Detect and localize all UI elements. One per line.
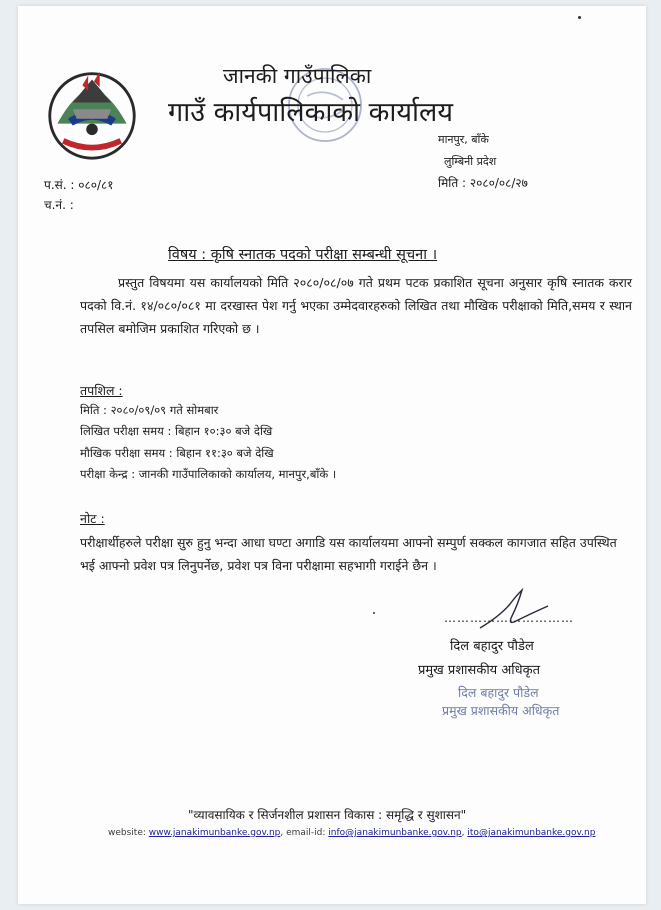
nepal-emblem-logo [44, 66, 140, 162]
signatory-name: दिल बहादुर पौडेल [450, 639, 534, 654]
details-heading: तपशिल : [80, 383, 123, 398]
body-paragraph: प्रस्तुत विषयमा यस कार्यालयको मिति २०८०/०८/०७ गते प्रथम पटक प्रकाशित सूचना अनुसार कृषि स्नातक करार पदको वि.नं. १४/०८०/०८१ मा दरखास्त पेश गर्नु भएका उम्मेदवारहरुको लिखित तथा मौखिक परीक्षाको मिति,समय र स्थान तपसिल बमोजिम प्रकाशित गरिएको छ । [80, 275, 632, 336]
note-heading: नोट : [80, 511, 105, 526]
footer-slogan: "व्यावसायिक र सिर्जनशील प्रशासन विकास : समृद्धि र सुशासन" [188, 808, 467, 822]
stamp-name: दिल बहादुर पौडेल [458, 685, 539, 700]
signature-dots: ………………………… [444, 611, 574, 625]
letter-date: मिति : २०८०/०८/२७ [438, 176, 528, 190]
footer-contact [108, 828, 595, 838]
website-label: website: [108, 828, 146, 838]
note-text: परीक्षार्थीहरुले परीक्षा सुरु हुनु भन्दा आधा घण्टा अगाडि यस कार्यालयमा आफ्नो सम्पुर्ण सक्कल कागजात सहित उपस्थित भई आफ्नो प्रवेश पत्र लिनुपर्नेछ, प्रवेश पत्र विना परीक्षामा सहभागी गराईने छैन । [80, 535, 617, 573]
letter-page [18, 6, 646, 904]
scan-speck [373, 612, 375, 614]
municipality-name: जानकी गाउँपालिका [223, 64, 372, 88]
stamp-title: प्रमुख प्रशासकीय अधिकृत [442, 703, 560, 718]
website-link[interactable]: www.janakimunbanke.gov.np [148, 828, 281, 838]
email-link-info[interactable]: info@janakimunbanke.gov.np [328, 828, 462, 838]
exam-date-line: मिति : २०८०/०९/०९ गते सोमबार [80, 403, 219, 417]
exam-center: परीक्षा केन्द्र : जानकी गाउँपालिकाको कार्यालय, मानपुर,बाँके । [80, 467, 337, 481]
written-exam-time: लिखित परीक्षा समय : बिहान १०:३० बजे देखि [80, 424, 273, 438]
email-label: , email-id: [280, 828, 326, 838]
scan-speck [578, 16, 581, 19]
reference-number: प.सं. : ०८०/८१ [44, 178, 114, 192]
oral-exam-time: मौखिक परीक्षा समय : बिहान ११:३० बजे देखि [80, 446, 274, 460]
address-line-2: लुम्बिनी प्रदेश [444, 155, 497, 168]
address-line-1: मानपुर, बाँके [438, 133, 489, 146]
office-name: गाउँ कार्यपालिकाको कार्यालय [168, 97, 453, 128]
email-link-ito[interactable]: ito@janakimunbanke.gov.np [467, 828, 596, 838]
subject-line: विषय : कृषि स्नातक पदको परीक्षा सम्बन्धी सूचना । [168, 247, 438, 263]
email-separator: , [461, 828, 465, 838]
signatory-title: प्रमुख प्रशासकीय अधिकृत [418, 663, 541, 678]
dispatch-number: च.नं. : [44, 198, 74, 212]
